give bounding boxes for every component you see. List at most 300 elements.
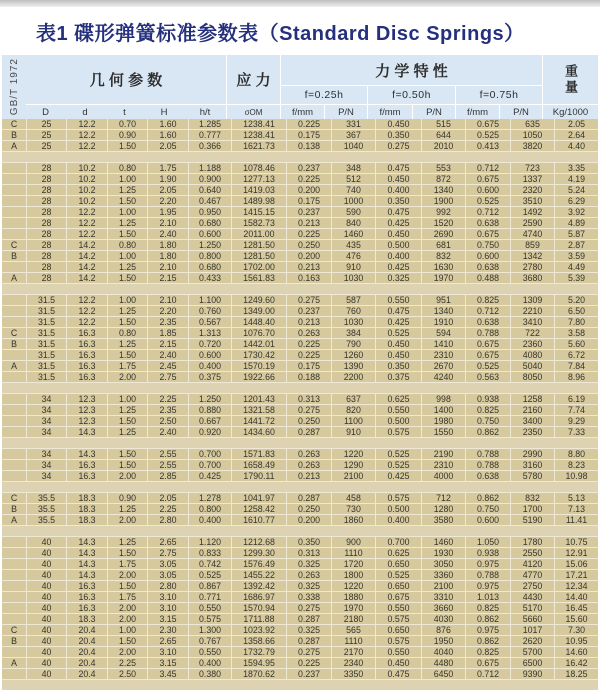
data-cell: 0.700 <box>376 537 421 547</box>
data-cell: 1441.72 <box>232 416 286 426</box>
table-row <box>2 669 598 679</box>
data-cell: 2.80 <box>148 581 188 591</box>
data-cell: 3660 <box>422 603 465 613</box>
data-cell: 2.25 <box>148 394 188 404</box>
data-cell: 20.4 <box>67 647 107 657</box>
data-cell: 35.5 <box>27 504 66 514</box>
data-cell: 1434.60 <box>232 427 286 437</box>
data-cell: 0.237 <box>287 207 331 217</box>
table-row <box>2 548 598 558</box>
data-cell: 0.450 <box>376 350 421 360</box>
data-cell: 910 <box>332 262 375 272</box>
data-cell: 0.742 <box>189 559 231 569</box>
table-row <box>2 471 598 481</box>
data-cell: 1686.97 <box>232 592 286 602</box>
series-cell <box>2 174 26 184</box>
data-cell: 0.675 <box>466 658 510 668</box>
data-cell: 0.525 <box>376 570 421 580</box>
data-cell: 3360 <box>422 570 465 580</box>
data-cell: 1700 <box>511 504 554 514</box>
data-cell: 7.84 <box>555 361 598 371</box>
table-row <box>2 317 598 327</box>
data-cell: 28 <box>27 218 66 228</box>
data-cell: 0.500 <box>376 240 421 250</box>
data-cell: 2.15 <box>148 273 188 283</box>
data-cell: 1400 <box>422 405 465 415</box>
data-cell: 0.225 <box>287 174 331 184</box>
series-cell <box>2 416 26 426</box>
data-cell: 40 <box>27 625 66 635</box>
data-cell: 0.638 <box>466 471 510 481</box>
data-cell: 0.287 <box>287 636 331 646</box>
data-cell: 2.75 <box>148 372 188 382</box>
table-row <box>2 130 598 140</box>
data-cell: 0.867 <box>189 581 231 591</box>
data-cell: 2.10 <box>148 218 188 228</box>
data-cell: 3.15 <box>148 658 188 668</box>
data-cell: 1610.77 <box>232 515 286 525</box>
table-row <box>2 207 598 217</box>
data-cell: 12.2 <box>67 119 107 129</box>
header-stress: 应 力 <box>226 55 280 104</box>
data-cell: 0.275 <box>376 141 421 151</box>
data-cell: 0.675 <box>466 339 510 349</box>
data-cell: 1.00 <box>108 295 147 305</box>
data-cell: 0.938 <box>466 394 510 404</box>
table-row <box>2 405 598 415</box>
data-cell: 1415.15 <box>232 207 286 217</box>
series-cell <box>2 185 26 195</box>
data-cell: 1220 <box>332 581 375 591</box>
data-cell: 2750 <box>511 581 554 591</box>
data-cell: 31.5 <box>27 361 66 371</box>
data-cell: 17.21 <box>555 570 598 580</box>
data-cell: 14.2 <box>67 240 107 250</box>
data-cell: 1110 <box>332 636 375 646</box>
data-cell: 1281.50 <box>232 240 286 250</box>
data-cell: 0.200 <box>287 185 331 195</box>
series-cell <box>2 163 26 173</box>
series-cell <box>2 603 26 613</box>
data-cell: 2.55 <box>148 449 188 459</box>
data-cell: 1.80 <box>148 251 188 261</box>
data-cell: 0.350 <box>376 361 421 371</box>
data-cell: 0.625 <box>376 394 421 404</box>
data-cell: 0.287 <box>287 614 331 624</box>
unit-header-H: H <box>144 104 184 119</box>
data-cell: 2.75 <box>148 548 188 558</box>
data-cell: 0.712 <box>466 306 510 316</box>
table-row <box>2 119 598 129</box>
data-cell: 31.5 <box>27 372 66 382</box>
data-cell: 2.00 <box>108 647 147 657</box>
data-cell: 1630 <box>422 262 465 272</box>
data-cell: 3820 <box>511 141 554 151</box>
data-cell: 2100 <box>332 471 375 481</box>
data-cell: 0.638 <box>466 262 510 272</box>
data-cell: 0.450 <box>376 658 421 668</box>
data-cell: 1571.83 <box>232 449 286 459</box>
data-cell: 0.650 <box>376 581 421 591</box>
data-cell: 0.338 <box>287 592 331 602</box>
data-cell: 0.213 <box>287 471 331 481</box>
data-cell: 2011.00 <box>232 229 286 239</box>
data-cell: 2.50 <box>108 669 147 679</box>
data-cell: 2.05 <box>148 185 188 195</box>
data-cell: 0.600 <box>466 515 510 525</box>
series-cell: C <box>2 493 26 503</box>
data-cell: 25 <box>27 130 66 140</box>
unit-header-t: t <box>105 104 144 119</box>
data-cell: 1410 <box>422 339 465 349</box>
data-cell: 859 <box>511 240 554 250</box>
data-cell: 10.2 <box>67 185 107 195</box>
data-cell: 0.575 <box>376 636 421 646</box>
unit-header-weight: Kg/1000 <box>542 104 598 119</box>
data-cell: 7.80 <box>555 317 598 327</box>
data-cell: 2.30 <box>148 625 188 635</box>
data-cell: 1277.13 <box>232 174 286 184</box>
series-cell <box>2 306 26 316</box>
data-cell: 1.50 <box>108 416 147 426</box>
data-cell: 16.3 <box>67 460 107 470</box>
data-cell: 3.10 <box>148 647 188 657</box>
series-cell <box>2 295 26 305</box>
data-cell: 0.500 <box>376 416 421 426</box>
data-cell: 0.488 <box>466 273 510 283</box>
data-cell: 0.880 <box>189 405 231 415</box>
data-cell: 1780 <box>511 537 554 547</box>
data-cell: 40 <box>27 669 66 679</box>
table-row <box>2 229 598 239</box>
separator-row <box>2 482 598 492</box>
data-cell: 2.20 <box>148 196 188 206</box>
data-cell: 2.25 <box>108 658 147 668</box>
data-cell: 18.25 <box>555 669 598 679</box>
data-cell: 1258.42 <box>232 504 286 514</box>
data-cell: 2350 <box>511 427 554 437</box>
table-row <box>2 240 598 250</box>
data-cell: 28 <box>27 163 66 173</box>
separator-row <box>2 383 598 393</box>
data-cell: 31.5 <box>27 339 66 349</box>
data-cell: 12.3 <box>67 416 107 426</box>
data-cell: 0.200 <box>287 251 331 261</box>
data-cell: 0.90 <box>108 493 147 503</box>
table-row <box>2 306 598 316</box>
data-cell: 2170 <box>332 647 375 657</box>
data-cell: 0.771 <box>189 592 231 602</box>
data-cell: 820 <box>332 405 375 415</box>
data-cell: 3.92 <box>555 207 598 217</box>
data-cell: 1489.98 <box>232 196 286 206</box>
table-row <box>2 174 598 184</box>
data-cell: 3.10 <box>148 603 188 613</box>
unit-header-pn-1: P/N <box>324 104 367 119</box>
series-cell <box>2 427 26 437</box>
data-cell: 31.5 <box>27 328 66 338</box>
data-cell: 0.788 <box>466 328 510 338</box>
data-cell: 1520 <box>422 218 465 228</box>
data-cell: 0.475 <box>376 306 421 316</box>
header-deflection-025h: f=0.25h <box>280 85 367 104</box>
data-cell: 18.3 <box>67 504 107 514</box>
data-cell: 3.05 <box>148 559 188 569</box>
data-cell: 5.87 <box>555 229 598 239</box>
header-mechanical: 力 学 特 性 <box>280 55 542 85</box>
series-cell: B <box>2 339 26 349</box>
data-cell: 0.750 <box>466 240 510 250</box>
separator-row <box>2 680 598 690</box>
data-cell: 0.525 <box>376 328 421 338</box>
data-cell: 3680 <box>511 273 554 283</box>
data-cell: 0.825 <box>466 405 510 415</box>
series-cell <box>2 207 26 217</box>
data-cell: 512 <box>332 174 375 184</box>
data-cell: 7.74 <box>555 405 598 415</box>
page-top-strip <box>0 0 600 7</box>
table-row <box>2 163 598 173</box>
data-cell: 8050 <box>511 372 554 382</box>
data-cell: 2100 <box>422 581 465 591</box>
data-cell: 1448.40 <box>232 317 286 327</box>
table-row <box>2 185 598 195</box>
series-cell: A <box>2 141 26 151</box>
data-cell: 2590 <box>511 218 554 228</box>
data-cell: 1870.62 <box>232 669 286 679</box>
data-cell: 10.95 <box>555 636 598 646</box>
series-cell <box>2 405 26 415</box>
data-cell: 6.29 <box>555 196 598 206</box>
series-cell <box>2 350 26 360</box>
data-cell: 2310 <box>422 460 465 470</box>
data-cell: 1.285 <box>189 119 231 129</box>
data-cell: 1922.66 <box>232 372 286 382</box>
data-cell: 0.825 <box>466 603 510 613</box>
data-cell: 1621.73 <box>232 141 286 151</box>
data-cell: 5.60 <box>555 339 598 349</box>
header-geometry: 几 何 参 数 <box>89 72 163 89</box>
data-cell: 1900 <box>422 196 465 206</box>
data-cell: 0.680 <box>189 218 231 228</box>
data-cell: 2.40 <box>148 427 188 437</box>
data-cell: 832 <box>511 493 554 503</box>
data-cell: 0.175 <box>287 130 331 140</box>
data-cell: 40 <box>27 614 66 624</box>
series-cell <box>2 647 26 657</box>
series-cell <box>2 471 26 481</box>
data-cell: 0.475 <box>376 207 421 217</box>
data-cell: 5660 <box>511 614 554 624</box>
data-cell: 8.80 <box>555 449 598 459</box>
data-cell: 0.833 <box>189 548 231 558</box>
data-cell: 1.25 <box>108 405 147 415</box>
separator-row <box>2 438 598 448</box>
data-cell: 14.3 <box>67 537 107 547</box>
table-row <box>2 515 598 525</box>
data-cell: 0.567 <box>189 317 231 327</box>
table-row <box>2 636 598 646</box>
data-cell: 1280 <box>422 504 465 514</box>
series-cell: A <box>2 515 26 525</box>
data-cell: 1419.03 <box>232 185 286 195</box>
series-cell <box>2 218 26 228</box>
data-cell: 31.5 <box>27 306 66 316</box>
separator-row <box>2 152 598 162</box>
data-cell: 0.425 <box>189 471 231 481</box>
table-row <box>2 614 598 624</box>
data-cell: 0.760 <box>189 306 231 316</box>
unit-header-pn-2: P/N <box>412 104 455 119</box>
data-cell: 0.975 <box>466 559 510 569</box>
data-cell: 0.525 <box>376 460 421 470</box>
data-cell: 0.325 <box>287 625 331 635</box>
data-cell: 2360 <box>511 339 554 349</box>
data-cell: 1790.11 <box>232 471 286 481</box>
series-cell: A <box>2 273 26 283</box>
data-cell: 0.188 <box>287 372 331 382</box>
data-cell: 992 <box>422 207 465 217</box>
data-cell: 910 <box>332 427 375 437</box>
data-cell: 0.375 <box>189 372 231 382</box>
table-row <box>2 141 598 151</box>
data-cell: 0.70 <box>108 119 147 129</box>
data-cell: 5.13 <box>555 493 598 503</box>
data-cell: 0.600 <box>189 229 231 239</box>
data-cell: 3510 <box>511 196 554 206</box>
table-row <box>2 251 598 261</box>
data-cell: 476 <box>332 251 375 261</box>
data-cell: 14.3 <box>67 427 107 437</box>
data-cell: 1.120 <box>189 537 231 547</box>
unit-header-sigma: σOM <box>226 104 280 119</box>
data-cell: 590 <box>332 207 375 217</box>
data-cell: 28 <box>27 196 66 206</box>
data-cell: 10.75 <box>555 537 598 547</box>
data-cell: 20.4 <box>67 636 107 646</box>
data-cell: 12.3 <box>67 394 107 404</box>
data-cell: 31.5 <box>27 295 66 305</box>
data-cell: 14.2 <box>67 251 107 261</box>
table-row <box>2 658 598 668</box>
data-cell: 0.225 <box>287 229 331 239</box>
data-cell: 1050 <box>511 130 554 140</box>
data-cell: 951 <box>422 295 465 305</box>
data-cell: 4740 <box>511 229 554 239</box>
data-cell: 34 <box>27 471 66 481</box>
data-cell: 2.25 <box>148 504 188 514</box>
data-cell: 1290 <box>332 460 375 470</box>
data-cell: 0.788 <box>466 460 510 470</box>
data-cell: 34 <box>27 405 66 415</box>
data-cell: 1720 <box>332 559 375 569</box>
data-cell: 0.425 <box>376 317 421 327</box>
table-row <box>2 504 598 514</box>
data-cell: 3.35 <box>555 163 598 173</box>
series-cell <box>2 592 26 602</box>
data-cell: 722 <box>511 328 554 338</box>
data-cell: 0.90 <box>108 130 147 140</box>
data-cell: 1.60 <box>148 130 188 140</box>
data-cell: 0.450 <box>376 339 421 349</box>
table-row <box>2 339 598 349</box>
data-cell: 1.50 <box>108 581 147 591</box>
data-cell: 876 <box>422 625 465 635</box>
data-cell: 10.2 <box>67 196 107 206</box>
data-cell: 2620 <box>511 636 554 646</box>
data-cell: 3310 <box>422 592 465 602</box>
data-cell: 2.64 <box>555 130 598 140</box>
data-cell: 1492 <box>511 207 554 217</box>
data-cell: 1910 <box>422 317 465 327</box>
data-cell: 1.75 <box>148 163 188 173</box>
data-cell: 4000 <box>422 471 465 481</box>
data-cell: 3410 <box>511 317 554 327</box>
data-cell: 1.25 <box>108 504 147 514</box>
series-cell: B <box>2 636 26 646</box>
data-cell: 2670 <box>422 361 465 371</box>
header-deflection-075h: f=0.75h <box>455 85 542 104</box>
data-cell: 16.3 <box>67 592 107 602</box>
data-cell: 28 <box>27 229 66 239</box>
data-cell: 1.25 <box>108 185 147 195</box>
data-cell: 4480 <box>422 658 465 668</box>
data-cell: 1340 <box>422 306 465 316</box>
data-cell: 2.35 <box>148 405 188 415</box>
data-cell: 348 <box>332 163 375 173</box>
data-cell: 6450 <box>422 669 465 679</box>
data-cell: 0.720 <box>189 339 231 349</box>
data-cell: 0.575 <box>376 614 421 624</box>
series-cell: C <box>2 119 26 129</box>
table-row <box>2 273 598 283</box>
data-cell: 2.10 <box>148 262 188 272</box>
data-cell: 0.825 <box>466 647 510 657</box>
data-cell: 0.250 <box>287 504 331 514</box>
data-cell: 0.275 <box>287 295 331 305</box>
data-cell: 3050 <box>422 559 465 569</box>
data-cell: 0.862 <box>466 636 510 646</box>
data-cell: 0.975 <box>466 581 510 591</box>
data-cell: 9390 <box>511 669 554 679</box>
data-cell: 0.550 <box>189 603 231 613</box>
table-row <box>2 218 598 228</box>
data-cell: 1570.19 <box>232 361 286 371</box>
data-cell: 1460 <box>332 229 375 239</box>
data-cell: 0.425 <box>376 262 421 272</box>
table-row <box>2 493 598 503</box>
data-cell: 0.263 <box>287 328 331 338</box>
data-cell: 723 <box>511 163 554 173</box>
data-cell: 4430 <box>511 592 554 602</box>
data-cell: 34 <box>27 449 66 459</box>
data-cell: 16.3 <box>67 350 107 360</box>
data-cell: 0.225 <box>287 339 331 349</box>
data-cell: 28 <box>27 185 66 195</box>
series-cell <box>2 581 26 591</box>
data-cell: 2190 <box>422 449 465 459</box>
data-cell: 0.400 <box>189 515 231 525</box>
data-cell: 7.33 <box>555 427 598 437</box>
data-cell: 0.313 <box>287 548 331 558</box>
data-cell: 4240 <box>422 372 465 382</box>
data-cell: 4.40 <box>555 141 598 151</box>
data-cell: 1342 <box>511 251 554 261</box>
data-cell: 25 <box>27 141 66 151</box>
data-cell: 1550 <box>422 427 465 437</box>
data-cell: 0.450 <box>376 229 421 239</box>
data-cell: 31.5 <box>27 317 66 327</box>
